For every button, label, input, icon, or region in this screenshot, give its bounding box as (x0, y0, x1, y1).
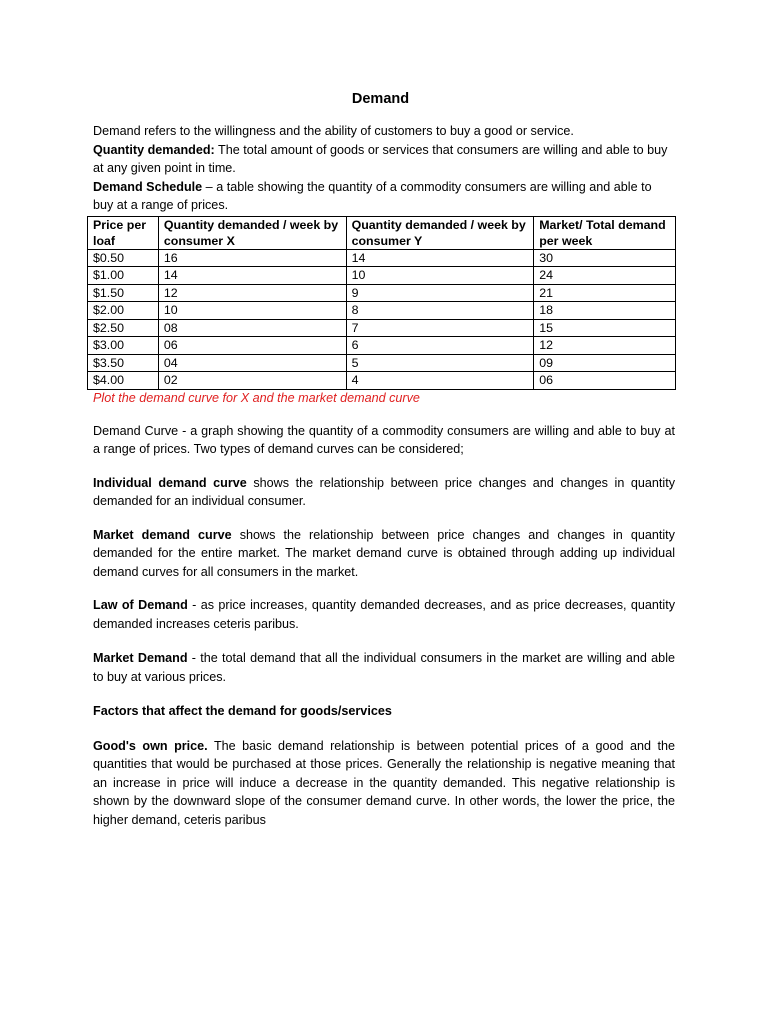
table-row (88, 319, 676, 337)
table-header (88, 216, 676, 249)
market-demand-curve-text: shows the relationship between price changes and changes in quantity demanded for the entire market. The market demand curve is obtained through adding up individual demand curves for all consumers in the market. (93, 527, 675, 579)
table-header-row (88, 216, 676, 249)
individual-demand-curve-term: Individual demand curve (93, 475, 247, 490)
market-total-cell: 24 (534, 267, 676, 285)
table-row (88, 249, 676, 267)
consumer-y-cell: 10 (346, 267, 534, 285)
header-consumer-x: Quantity demanded / week by consumer X (158, 216, 346, 249)
plot-instruction-note: Plot the demand curve for X and the market demand curve (93, 390, 420, 405)
spacer (93, 407, 675, 422)
own-price-paragraph (93, 737, 675, 830)
market-demand-text: - the total demand that all the individual consumers in the market are willing and able to buy at various prices. (93, 651, 675, 684)
spacer (93, 686, 675, 702)
consumer-x-cell: 02 (158, 372, 346, 390)
law-of-demand-text: - as price increases, quantity demanded decreases, and as price decreases, quantity demanded increases ceteris paribus. (93, 598, 675, 631)
factors-heading (93, 702, 675, 721)
consumer-y-cell: 5 (346, 354, 534, 372)
law-of-demand-paragraph (93, 596, 675, 633)
consumer-x-cell: 14 (158, 267, 346, 285)
consumer-x-cell: 10 (158, 302, 346, 320)
individual-demand-curve-paragraph (93, 474, 675, 511)
factors-heading-text: Factors that affect the demand for goods/services (93, 704, 392, 718)
table-row (88, 354, 676, 372)
consumer-y-cell: 6 (346, 337, 534, 355)
consumer-y-cell: 8 (346, 302, 534, 320)
table-row (88, 337, 676, 355)
consumer-x-cell: 16 (158, 249, 346, 267)
individual-demand-curve-text: shows the relationship between price changes and changes in quantity demanded for an individual consumer. (93, 475, 675, 508)
price-cell: $3.00 (88, 337, 159, 355)
price-cell: $4.00 (88, 372, 159, 390)
consumer-x-cell: 12 (158, 284, 346, 302)
demand-schedule-text: – a table showing the quantity of a commodity consumers are willing and able to buy at a range of prices. (93, 179, 652, 212)
header-consumer-y: Quantity demanded / week by consumer Y (346, 216, 534, 249)
market-demand-paragraph (93, 649, 675, 686)
demand-curve-definition: Demand Curve - a graph showing the quantity of a commodity consumers are willing and able to buy at a range of prices. Two types of demand curves can be considered; (93, 423, 675, 456)
consumer-y-cell: 9 (346, 284, 534, 302)
market-total-cell: 06 (534, 372, 676, 390)
quantity-demanded-term: Quantity demanded: (93, 142, 215, 157)
market-total-cell: 09 (534, 354, 676, 372)
price-cell: $1.50 (88, 284, 159, 302)
price-cell: $2.00 (88, 302, 159, 320)
consumer-y-cell: 7 (346, 319, 534, 337)
consumer-y-cell: 4 (346, 372, 534, 390)
market-total-cell: 30 (534, 249, 676, 267)
quantity-demanded-definition (93, 141, 675, 178)
own-price-text: The basic demand relationship is between potential prices of a good and the quantities that would be purchased at those prices. Generally the relationship is negative meaning that an increase in price will induce a decrease in the quantity demanded. This negative relationship is shown by the downward slope of the consumer demand curve. In other words, the lower the price, the higher demand, ceteris paribus (93, 738, 675, 827)
market-demand-curve-paragraph (93, 526, 675, 582)
table-row (88, 302, 676, 320)
quantity-demanded-text: The total amount of goods or services that consumers are willing and able to buy at any given point in time. (93, 142, 668, 175)
price-cell: $0.50 (88, 249, 159, 267)
consumer-x-cell: 08 (158, 319, 346, 337)
spacer (93, 633, 675, 649)
page-title: Demand (351, 91, 410, 107)
spacer (93, 721, 675, 737)
demand-schedule-definition (93, 178, 675, 215)
spacer (93, 459, 675, 474)
consumer-y-cell: 14 (346, 249, 534, 267)
consumer-x-cell: 06 (158, 337, 346, 355)
market-total-cell: 18 (534, 302, 676, 320)
market-total-cell: 21 (534, 284, 676, 302)
demand-definition: Demand refers to the willingness and the ability of customers to buy a good or service. (93, 124, 574, 138)
price-cell: $3.50 (88, 354, 159, 372)
header-market-total: Market/ Total demand per week (534, 216, 676, 249)
market-total-cell: 15 (534, 319, 676, 337)
demand-schedule-table (87, 216, 676, 390)
market-demand-term: Market Demand (93, 651, 188, 665)
price-cell: $1.00 (88, 267, 159, 285)
table-row (88, 267, 676, 285)
table-row (88, 372, 676, 390)
table-row (88, 284, 676, 302)
demand-schedule-term: Demand Schedule (93, 179, 203, 194)
market-demand-curve-term: Market demand curve (93, 527, 232, 542)
market-total-cell: 12 (534, 337, 676, 355)
document-content (93, 88, 675, 829)
price-cell: $2.50 (88, 319, 159, 337)
spacer (93, 581, 675, 596)
consumer-x-cell: 04 (158, 354, 346, 372)
own-price-term: Good's own price. (93, 738, 208, 753)
spacer (93, 511, 675, 526)
law-of-demand-term: Law of Demand (93, 598, 188, 612)
table-body (88, 249, 676, 389)
header-price: Price per loaf (88, 216, 159, 249)
